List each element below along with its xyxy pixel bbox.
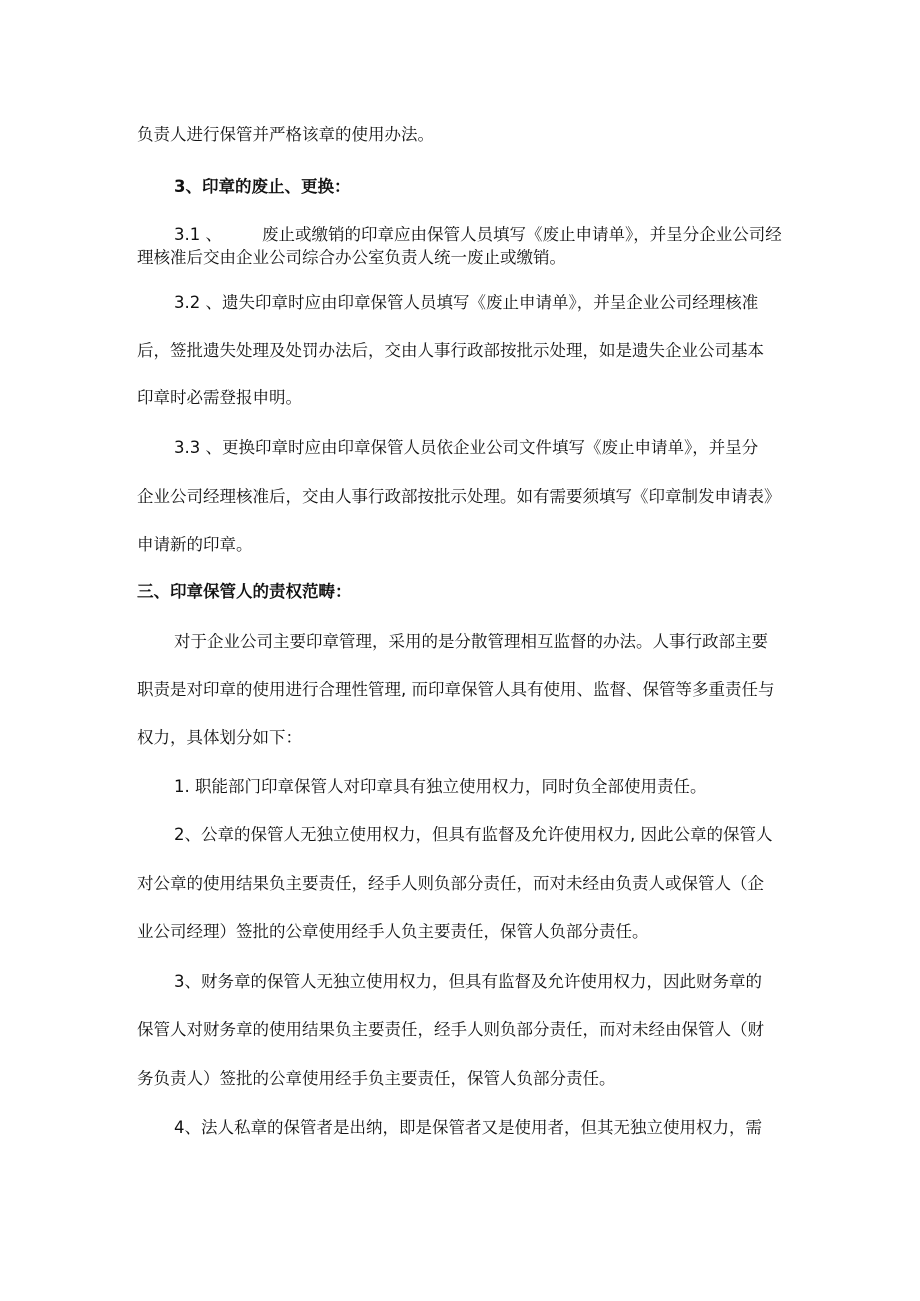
- paragraph-line: 申请新的印章。: [137, 535, 253, 554]
- paragraph-line: 务负责人）签批的公章使用经手负主要责任，保管人负部分责任。: [137, 1069, 616, 1088]
- paragraph-line: 保管人对财务章的使用结果负主要责任，经手人则负部分责任，而对未经由保管人（财: [137, 1020, 764, 1039]
- paragraph-line: 4、法人私章的保管者是出纳，即是保管者又是使用者，但其无独立使用权力，需: [174, 1118, 762, 1137]
- clause-number: 3.1 、: [174, 225, 222, 244]
- section-heading: 3、印章的废止、更换：: [174, 177, 351, 196]
- clause-text: 废止或缴销的印章应由保管人员填写《废止申请单》，并呈分企业公司经: [262, 225, 782, 244]
- paragraph-line: 后，签批遗失处理及处罚办法后，交由人事行政部按批示处理，如是遗失企业公司基本: [137, 341, 764, 360]
- paragraph-line: [174, 224, 782, 246]
- paragraph-line: 职责是对印章的使用进行合理性管理, 而印章保管人具有使用、监督、保管等多重责任与: [137, 680, 775, 699]
- paragraph-line: 印章时必需登报申明。: [137, 388, 302, 407]
- paragraph-line: 2、公章的保管人无独立使用权力，但具有监督及允许使用权力, 因此公章的保管人: [174, 825, 773, 844]
- paragraph-line: 对于企业公司主要印章管理，采用的是分散管理相互监督的办法。人事行政部主要: [174, 632, 768, 651]
- paragraph-line: 对公章的使用结果负主要责任，经手人则负部分责任，而对未经由负责人或保管人（企: [137, 874, 764, 893]
- paragraph-line: 理核准后交由企业公司综合办公室负责人统一废止或缴销。: [137, 248, 566, 267]
- paragraph-line: 3.2 、遗失印章时应由印章保管人员填写《废止申请单》，并呈企业公司经理核准: [174, 293, 759, 312]
- paragraph-line: 3.3 、更换印章时应由印章保管人员依企业公司文件填写《废止申请单》，并呈分: [174, 438, 759, 457]
- paragraph-line: 业公司经理）签批的公章使用经手人负主要责任，保管人负部分责任。: [137, 922, 649, 941]
- section-heading: 三、印章保管人的责权范畴：: [137, 582, 352, 601]
- paragraph-line: 3、财务章的保管人无独立使用权力，但具有监督及允许使用权力，因此财务章的: [174, 972, 762, 991]
- paragraph-line: 权力，具体划分如下：: [137, 728, 302, 747]
- paragraph-line: 企业公司经理核准后，交由人事行政部按批示处理。如有需要须填写《印章制发申请表》: [137, 487, 781, 506]
- paragraph-line: 1. 职能部门印章保管人对印章具有独立使用权力，同时负全部使用责任。: [174, 777, 707, 796]
- paragraph-line: 负责人进行保管并严格该章的使用办法。: [137, 125, 434, 144]
